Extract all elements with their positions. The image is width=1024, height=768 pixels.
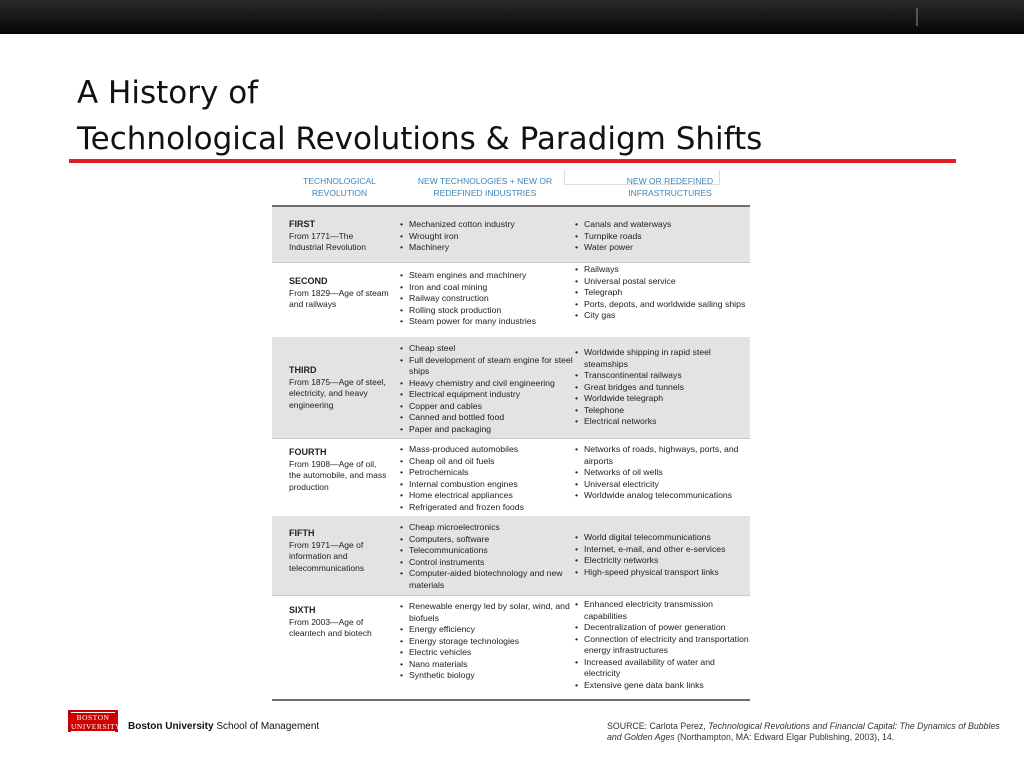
- infrastructure-item: • Turnpike roads: [575, 231, 750, 243]
- technology-item: • Energy efficiency: [400, 624, 575, 636]
- school-name: [128, 721, 319, 732]
- logo-line-2: UNIVERSITY: [71, 722, 121, 731]
- top-bar: [0, 0, 1024, 34]
- infrastructures-list: [575, 444, 750, 502]
- technology-item: • Home electrical appliances: [400, 490, 575, 502]
- infrastructure-item: • Ports, depots, and worldwide sailing ships: [575, 299, 750, 311]
- infrastructures-list: [575, 599, 750, 691]
- header-infrastructures: NEW OR REDEFINED INFRASTRUCTURES: [626, 176, 714, 198]
- infrastructure-item: • Decentralization of power generation: [575, 622, 750, 634]
- technology-item: • Mass-produced automobiles: [400, 444, 575, 456]
- table-row: [272, 438, 750, 517]
- logo-line-1: BOSTON: [76, 713, 110, 722]
- revolution-name: SECOND: [289, 276, 328, 286]
- source-title: Technological Revolutions and Financial Capital: The Dynamics of Bubbles and Golden Ages: [607, 721, 1000, 742]
- revolution-label: [289, 365, 389, 411]
- slide-title: [77, 70, 957, 162]
- infrastructure-item: • Networks of roads, highways, ports, and airports: [575, 444, 750, 467]
- revolution-description: From 1908—Age of oil, the automobile, and mass production: [289, 458, 387, 492]
- revolution-description: From 1771—The Industrial Revolution: [289, 230, 367, 252]
- infrastructure-item: • Water power: [575, 242, 750, 254]
- revolution-name: SIXTH: [289, 605, 316, 615]
- technology-item: • Mechanized cotton industry: [400, 219, 575, 231]
- table-row: [272, 337, 750, 439]
- infrastructure-item: • Great bridges and tunnels: [575, 382, 750, 394]
- technology-item: • Computer-aided biotechnology and new materials: [400, 568, 575, 591]
- technology-item: • Synthetic biology: [400, 670, 575, 682]
- technology-item: • Iron and coal mining: [400, 282, 575, 294]
- infrastructure-item: • Telegraph: [575, 287, 750, 299]
- technology-item: • Copper and cables: [400, 401, 575, 413]
- technologies-list: [400, 601, 575, 682]
- revolution-label: [289, 219, 389, 254]
- infrastructure-item: • Extensive gene data bank links: [575, 680, 750, 692]
- revolution-description: From 2003—Age of cleantech and biotech: [289, 616, 372, 638]
- infrastructure-item: • Telephone: [575, 405, 750, 417]
- revolution-description: From 1829—Age of steam and railways: [289, 287, 389, 309]
- infrastructure-item: • Internet, e-mail, and other e-services: [575, 544, 750, 556]
- table-row: [272, 262, 750, 338]
- infrastructure-item: • Worldwide analog telecommunications: [575, 490, 750, 502]
- infrastructures-list: [575, 219, 750, 254]
- table-bottom-rule: [272, 699, 750, 701]
- header-technologies: NEW TECHNOLOGIES + NEW OR REDEFINED INDUSTRIES: [417, 176, 553, 198]
- infrastructure-item: • Transcontinental railways: [575, 370, 750, 382]
- technology-item: • Cheap steel: [400, 343, 575, 355]
- revolution-name: FIRST: [289, 219, 315, 229]
- technology-item: • Computers, software: [400, 534, 575, 546]
- infrastructure-item: • Electrical networks: [575, 416, 750, 428]
- infrastructure-item: • Canals and waterways: [575, 219, 750, 231]
- technology-item: • Steam engines and machinery: [400, 270, 575, 282]
- technology-item: • Canned and bottled food: [400, 412, 575, 424]
- source-citation: [607, 721, 1007, 743]
- technology-item: • Paper and packaging: [400, 424, 575, 436]
- infrastructure-item: • Connection of electricity and transportation energy infrastructures: [575, 634, 750, 657]
- table-row: [272, 207, 750, 263]
- technologies-list: [400, 219, 575, 254]
- technology-item: • Steam power for many industries: [400, 316, 575, 328]
- infrastructures-list: [575, 264, 750, 322]
- technology-item: • Internal combustion engines: [400, 479, 575, 491]
- technology-item: • Railway construction: [400, 293, 575, 305]
- infrastructure-item: • Railways: [575, 264, 750, 276]
- infrastructure-item: • Increased availability of water and electricity: [575, 657, 750, 680]
- infrastructure-item: • World digital telecommunications: [575, 532, 750, 544]
- school-name-rest: School of Management: [213, 721, 320, 732]
- revolution-name: THIRD: [289, 365, 317, 375]
- technology-item: • Petrochemicals: [400, 467, 575, 479]
- technology-item: • Refrigerated and frozen foods: [400, 502, 575, 514]
- table-header: [272, 170, 750, 206]
- technologies-list: [400, 270, 575, 328]
- technology-item: • Telecommunications: [400, 545, 575, 557]
- infrastructure-item: • Networks of oil wells: [575, 467, 750, 479]
- infrastructure-item: • Worldwide shipping in rapid steel steamships: [575, 347, 750, 370]
- title-underline: [69, 159, 956, 163]
- revolution-name: FIFTH: [289, 528, 315, 538]
- top-bar-divider: [916, 8, 918, 26]
- infrastructure-item: • High-speed physical transport links: [575, 567, 750, 579]
- infrastructure-item: • Electricity networks: [575, 555, 750, 567]
- infrastructure-item: • Universal postal service: [575, 276, 750, 288]
- revolution-name: FOURTH: [289, 447, 327, 457]
- technology-item: • Energy storage technologies: [400, 636, 575, 648]
- source-suffix: (Northampton, MA: Edward Elgar Publishing, 2003), 14.: [674, 732, 895, 742]
- slide-title-line-1: A History of: [77, 75, 259, 111]
- technology-item: • Electrical equipment industry: [400, 389, 575, 401]
- technology-item: • Renewable energy led by solar, wind, and biofuels: [400, 601, 575, 624]
- technology-item: • Full development of steam engine for steel ships: [400, 355, 575, 378]
- technology-item: • Heavy chemistry and civil engineering: [400, 378, 575, 390]
- technology-item: • Cheap oil and oil fuels: [400, 456, 575, 468]
- technologies-list: [400, 343, 575, 435]
- infrastructures-list: [575, 532, 750, 578]
- technology-item: • Nano materials: [400, 659, 575, 671]
- infrastructure-item: • Universal electricity: [575, 479, 750, 491]
- revolution-description: From 1971—Age of information and telecommunications: [289, 539, 365, 573]
- revolutions-table: [272, 170, 750, 701]
- technology-item: • Wrought iron: [400, 231, 575, 243]
- infrastructures-list: [575, 347, 750, 428]
- technology-item: • Rolling stock production: [400, 305, 575, 317]
- school-name-bold: Boston University: [128, 721, 214, 732]
- revolution-label: [289, 605, 389, 640]
- infrastructure-item: • Enhanced electricity transmission capabilities: [575, 599, 750, 622]
- revolution-description: From 1875—Age of steel, electricity, and heavy engineering: [289, 376, 386, 410]
- technology-item: • Cheap microelectronics: [400, 522, 575, 534]
- technology-item: • Electric vehicles: [400, 647, 575, 659]
- header-revolution: TECHNOLOGICAL REVOLUTION: [303, 176, 376, 198]
- slide-title-line-2: Technological Revolutions & Paradigm Shifts: [77, 121, 763, 157]
- table-row: [272, 595, 750, 700]
- infrastructure-item: • Worldwide telegraph: [575, 393, 750, 405]
- source-prefix: SOURCE: Carlota Perez,: [607, 721, 709, 731]
- revolution-label: [289, 276, 389, 311]
- infrastructure-item: • City gas: [575, 310, 750, 322]
- technologies-list: [400, 522, 575, 591]
- table-row: [272, 516, 750, 596]
- technologies-list: [400, 444, 575, 513]
- technology-item: • Machinery: [400, 242, 575, 254]
- technology-item: • Control instruments: [400, 557, 575, 569]
- boston-university-logo: [68, 710, 121, 732]
- revolution-label: [289, 447, 389, 493]
- revolution-label: [289, 528, 389, 574]
